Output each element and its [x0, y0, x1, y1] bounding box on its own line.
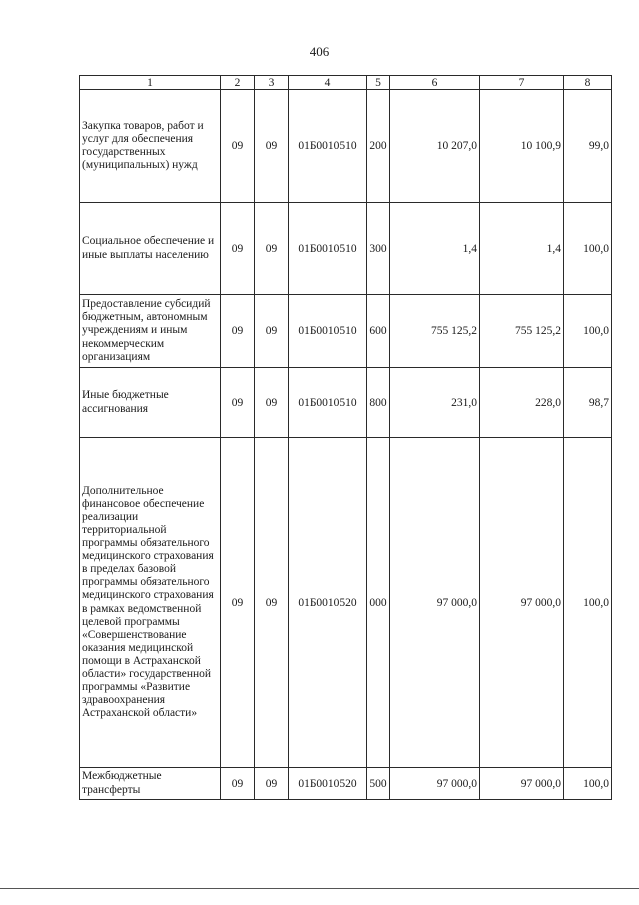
- row-target-article: 01Б0010510: [289, 90, 367, 203]
- row-execution-percent: 98,7: [564, 368, 612, 438]
- scan-bottom-edge: [0, 888, 639, 889]
- row-executed-amount: 10 100,9: [480, 90, 564, 203]
- row-executed-amount: 228,0: [480, 368, 564, 438]
- row-section-code: 09: [221, 203, 255, 295]
- row-subsection-code: 09: [255, 90, 289, 203]
- row-execution-percent: 100,0: [564, 768, 612, 800]
- row-execution-percent: 100,0: [564, 438, 612, 768]
- row-target-article: 01Б0010520: [289, 768, 367, 800]
- row-section-code: 09: [221, 438, 255, 768]
- table-row: [80, 368, 612, 438]
- table-row: [80, 438, 612, 768]
- header-col-1: 1: [80, 76, 221, 90]
- table-header-row: [80, 76, 612, 90]
- row-subsection-code: 09: [255, 203, 289, 295]
- table-row: [80, 768, 612, 800]
- header-col-4: 4: [289, 76, 367, 90]
- header-col-8: 8: [564, 76, 612, 90]
- row-name: Социальное обеспечение и иные выплаты населению: [80, 203, 221, 295]
- header-col-3: 3: [255, 76, 289, 90]
- row-name: Межбюджетные трансферты: [80, 768, 221, 800]
- row-executed-amount: 755 125,2: [480, 295, 564, 368]
- row-expense-type: 300: [367, 203, 390, 295]
- row-planned-amount: 231,0: [390, 368, 480, 438]
- row-expense-type: 000: [367, 438, 390, 768]
- row-subsection-code: 09: [255, 438, 289, 768]
- row-execution-percent: 100,0: [564, 295, 612, 368]
- row-subsection-code: 09: [255, 768, 289, 800]
- row-execution-percent: 100,0: [564, 203, 612, 295]
- row-section-code: 09: [221, 295, 255, 368]
- row-name: Закупка товаров, работ и услуг для обеспечения государственных (муниципальных) нужд: [80, 90, 221, 203]
- row-name: Иные бюджетные ассигнования: [80, 368, 221, 438]
- header-col-6: 6: [390, 76, 480, 90]
- page-number: 406: [309, 44, 330, 59]
- row-section-code: 09: [221, 90, 255, 203]
- row-subsection-code: 09: [255, 368, 289, 438]
- row-target-article: 01Б0010510: [289, 203, 367, 295]
- row-executed-amount: 97 000,0: [480, 768, 564, 800]
- row-expense-type: 800: [367, 368, 390, 438]
- table-row: [80, 295, 612, 368]
- row-executed-amount: 97 000,0: [480, 438, 564, 768]
- row-expense-type: 200: [367, 90, 390, 203]
- row-planned-amount: 97 000,0: [390, 768, 480, 800]
- table-row: [80, 203, 612, 295]
- row-planned-amount: 97 000,0: [390, 438, 480, 768]
- row-name: Предоставление субсидий бюджетным, автономным учреждениям и иным некоммерческим организациям: [80, 295, 221, 368]
- row-section-code: 09: [221, 768, 255, 800]
- header-col-7: 7: [480, 76, 564, 90]
- row-planned-amount: 1,4: [390, 203, 480, 295]
- row-planned-amount: 755 125,2: [390, 295, 480, 368]
- row-execution-percent: 99,0: [564, 90, 612, 203]
- row-expense-type: 500: [367, 768, 390, 800]
- row-expense-type: 600: [367, 295, 390, 368]
- row-planned-amount: 10 207,0: [390, 90, 480, 203]
- table-row: [80, 90, 612, 203]
- row-name: Дополнительное финансовое обеспечение реализации территориальной программы обязательного медицинского страхования в пределах базовой программы обязательного медицинского страхования в рамках ведомственной целевой программы «Совершенствование оказания медицинской помощи в Астраханской области» государственной программы «Развитие здравоохранения Астраханской области»: [80, 438, 221, 768]
- header-col-5: 5: [367, 76, 390, 90]
- row-target-article: 01Б0010510: [289, 368, 367, 438]
- row-target-article: 01Б0010520: [289, 438, 367, 768]
- budget-table: [79, 75, 612, 800]
- header-col-2: 2: [221, 76, 255, 90]
- row-executed-amount: 1,4: [480, 203, 564, 295]
- row-section-code: 09: [221, 368, 255, 438]
- row-subsection-code: 09: [255, 295, 289, 368]
- row-target-article: 01Б0010510: [289, 295, 367, 368]
